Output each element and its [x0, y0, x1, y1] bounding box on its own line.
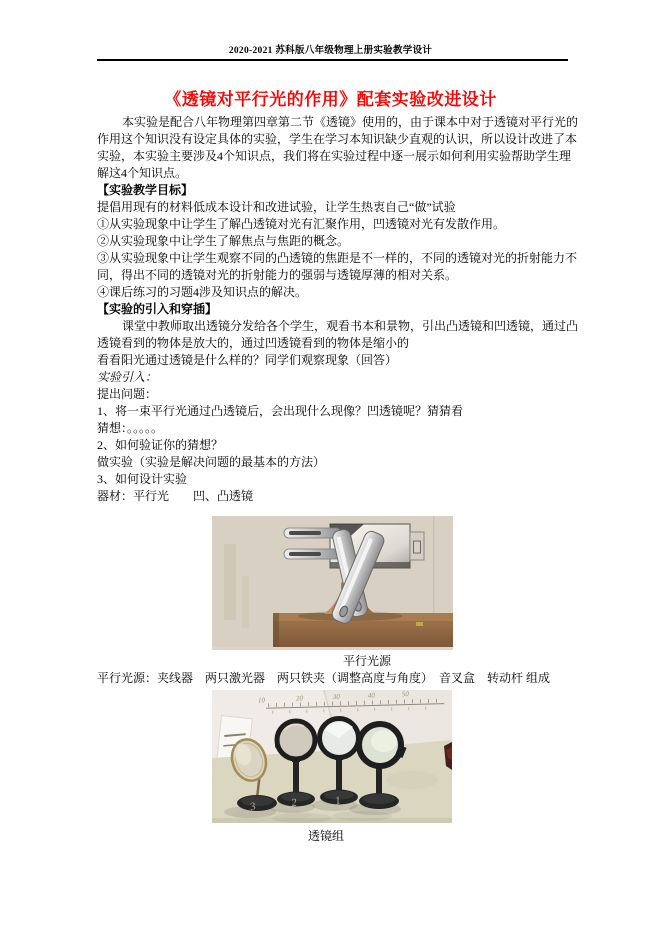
text-line: 1、将一束平行光通过凸透镜后，会出现什么现像？凹透镜呢？猜猜看 — [97, 404, 464, 418]
text-line: 做实验（实验是解决问题的最基本的方法） — [97, 455, 326, 469]
text-line: 课堂中教师取出透镜分发给各个学生，观看书本和景物，引出凸透镜和凹透镜，通过凸 — [122, 319, 579, 333]
text-line: 作用这个知识没有设定具体的实验，学生在学习本知识缺少直观的认识，所以设计改进了本 — [97, 132, 578, 146]
body-text — [97, 114, 579, 505]
lens-set-illustration — [212, 690, 452, 823]
text-line: ③从实验现象中让学生观察不同的凸透镜的焦距是不一样的，不同的透镜对光的折射能力不 — [97, 251, 578, 265]
text-line: 3、如何设计实验 — [97, 472, 188, 486]
lens-label-2: 2 — [290, 796, 298, 810]
text-line: ④课后练习的习题4涉及知识点的解决。 — [97, 285, 308, 299]
ruler-number-30: 30 — [332, 692, 340, 701]
header-rule — [97, 59, 568, 61]
text-line: 2、如何验证你的猜想？ — [97, 438, 224, 452]
page-title: 《透镜对平行光的作用》配套实验改进设计 — [164, 90, 497, 109]
text-line: 透镜看到的物体是放大的，通过凹透镜看到的物体是缩小的 — [97, 336, 410, 350]
ruler-number-40: 40 — [367, 691, 375, 700]
text-line: 本实验是配合八年物理第四章第二节《透镜》使用的，由于课本中对于透镜对平行光的 — [122, 115, 579, 129]
text-line: 提倡用现有的材料低成本设计和改进试验，让学生热衷自己“做”试验 — [97, 200, 456, 214]
text-line-experiment-intro: 实验引入： — [97, 370, 158, 384]
figure1-caption: 平行光源 — [343, 654, 392, 668]
figure2-caption: 透镜组 — [308, 829, 345, 843]
laser-pointer-bottom — [284, 549, 341, 559]
text-line: 器材：平行光 凹、凸透镜 — [97, 489, 254, 503]
text-line: 看看阳光通过透镜是什么样的？同学们观察现象（回答） — [97, 353, 398, 367]
equipment-description: 平行光源：夹线器 两只激光器 两只铁夹（调整高度与角度） 音叉盒 转动杆 组成 — [97, 671, 551, 685]
text-line: 解这4个知识点。 — [97, 166, 188, 180]
photo-lens-set — [212, 690, 452, 823]
photo-parallel-light-source — [212, 516, 453, 650]
parallel-light-source-illustration — [212, 516, 453, 650]
section-heading-goals: 【实验教学目标】 — [97, 183, 194, 197]
lens-label-1: 1 — [334, 794, 342, 808]
page-header: 2020-2021 苏科版八年级物理上册实验教学设计 — [228, 46, 433, 56]
lens-label-3: 3 — [248, 800, 258, 814]
ruler-number-50: 50 — [401, 690, 409, 699]
text-line: 提出问题： — [97, 387, 158, 401]
ruler-number-20: 20 — [295, 694, 303, 703]
text-line: 实验，本实验主要涉及4个知识点，我们将在实验过程中逐一展示如何利用实验帮助学生理 — [97, 149, 572, 163]
text-line: 同，得出不同的透镜对光的折射能力的强弱与透镜厚薄的相对关系。 — [97, 268, 458, 282]
section-heading-intro: 【实验的引入和穿插】 — [97, 302, 218, 316]
text-line: 猜想：。。。。。 — [97, 421, 164, 435]
text-line: ②从实验现象中让学生了解焦点与焦距的概念。 — [97, 234, 350, 248]
ruler-number-10: 10 — [257, 696, 266, 705]
text-line: ①从实验现象中让学生了解凸透镜对光有汇聚作用，凹透镜对光有发散作用。 — [97, 217, 506, 231]
